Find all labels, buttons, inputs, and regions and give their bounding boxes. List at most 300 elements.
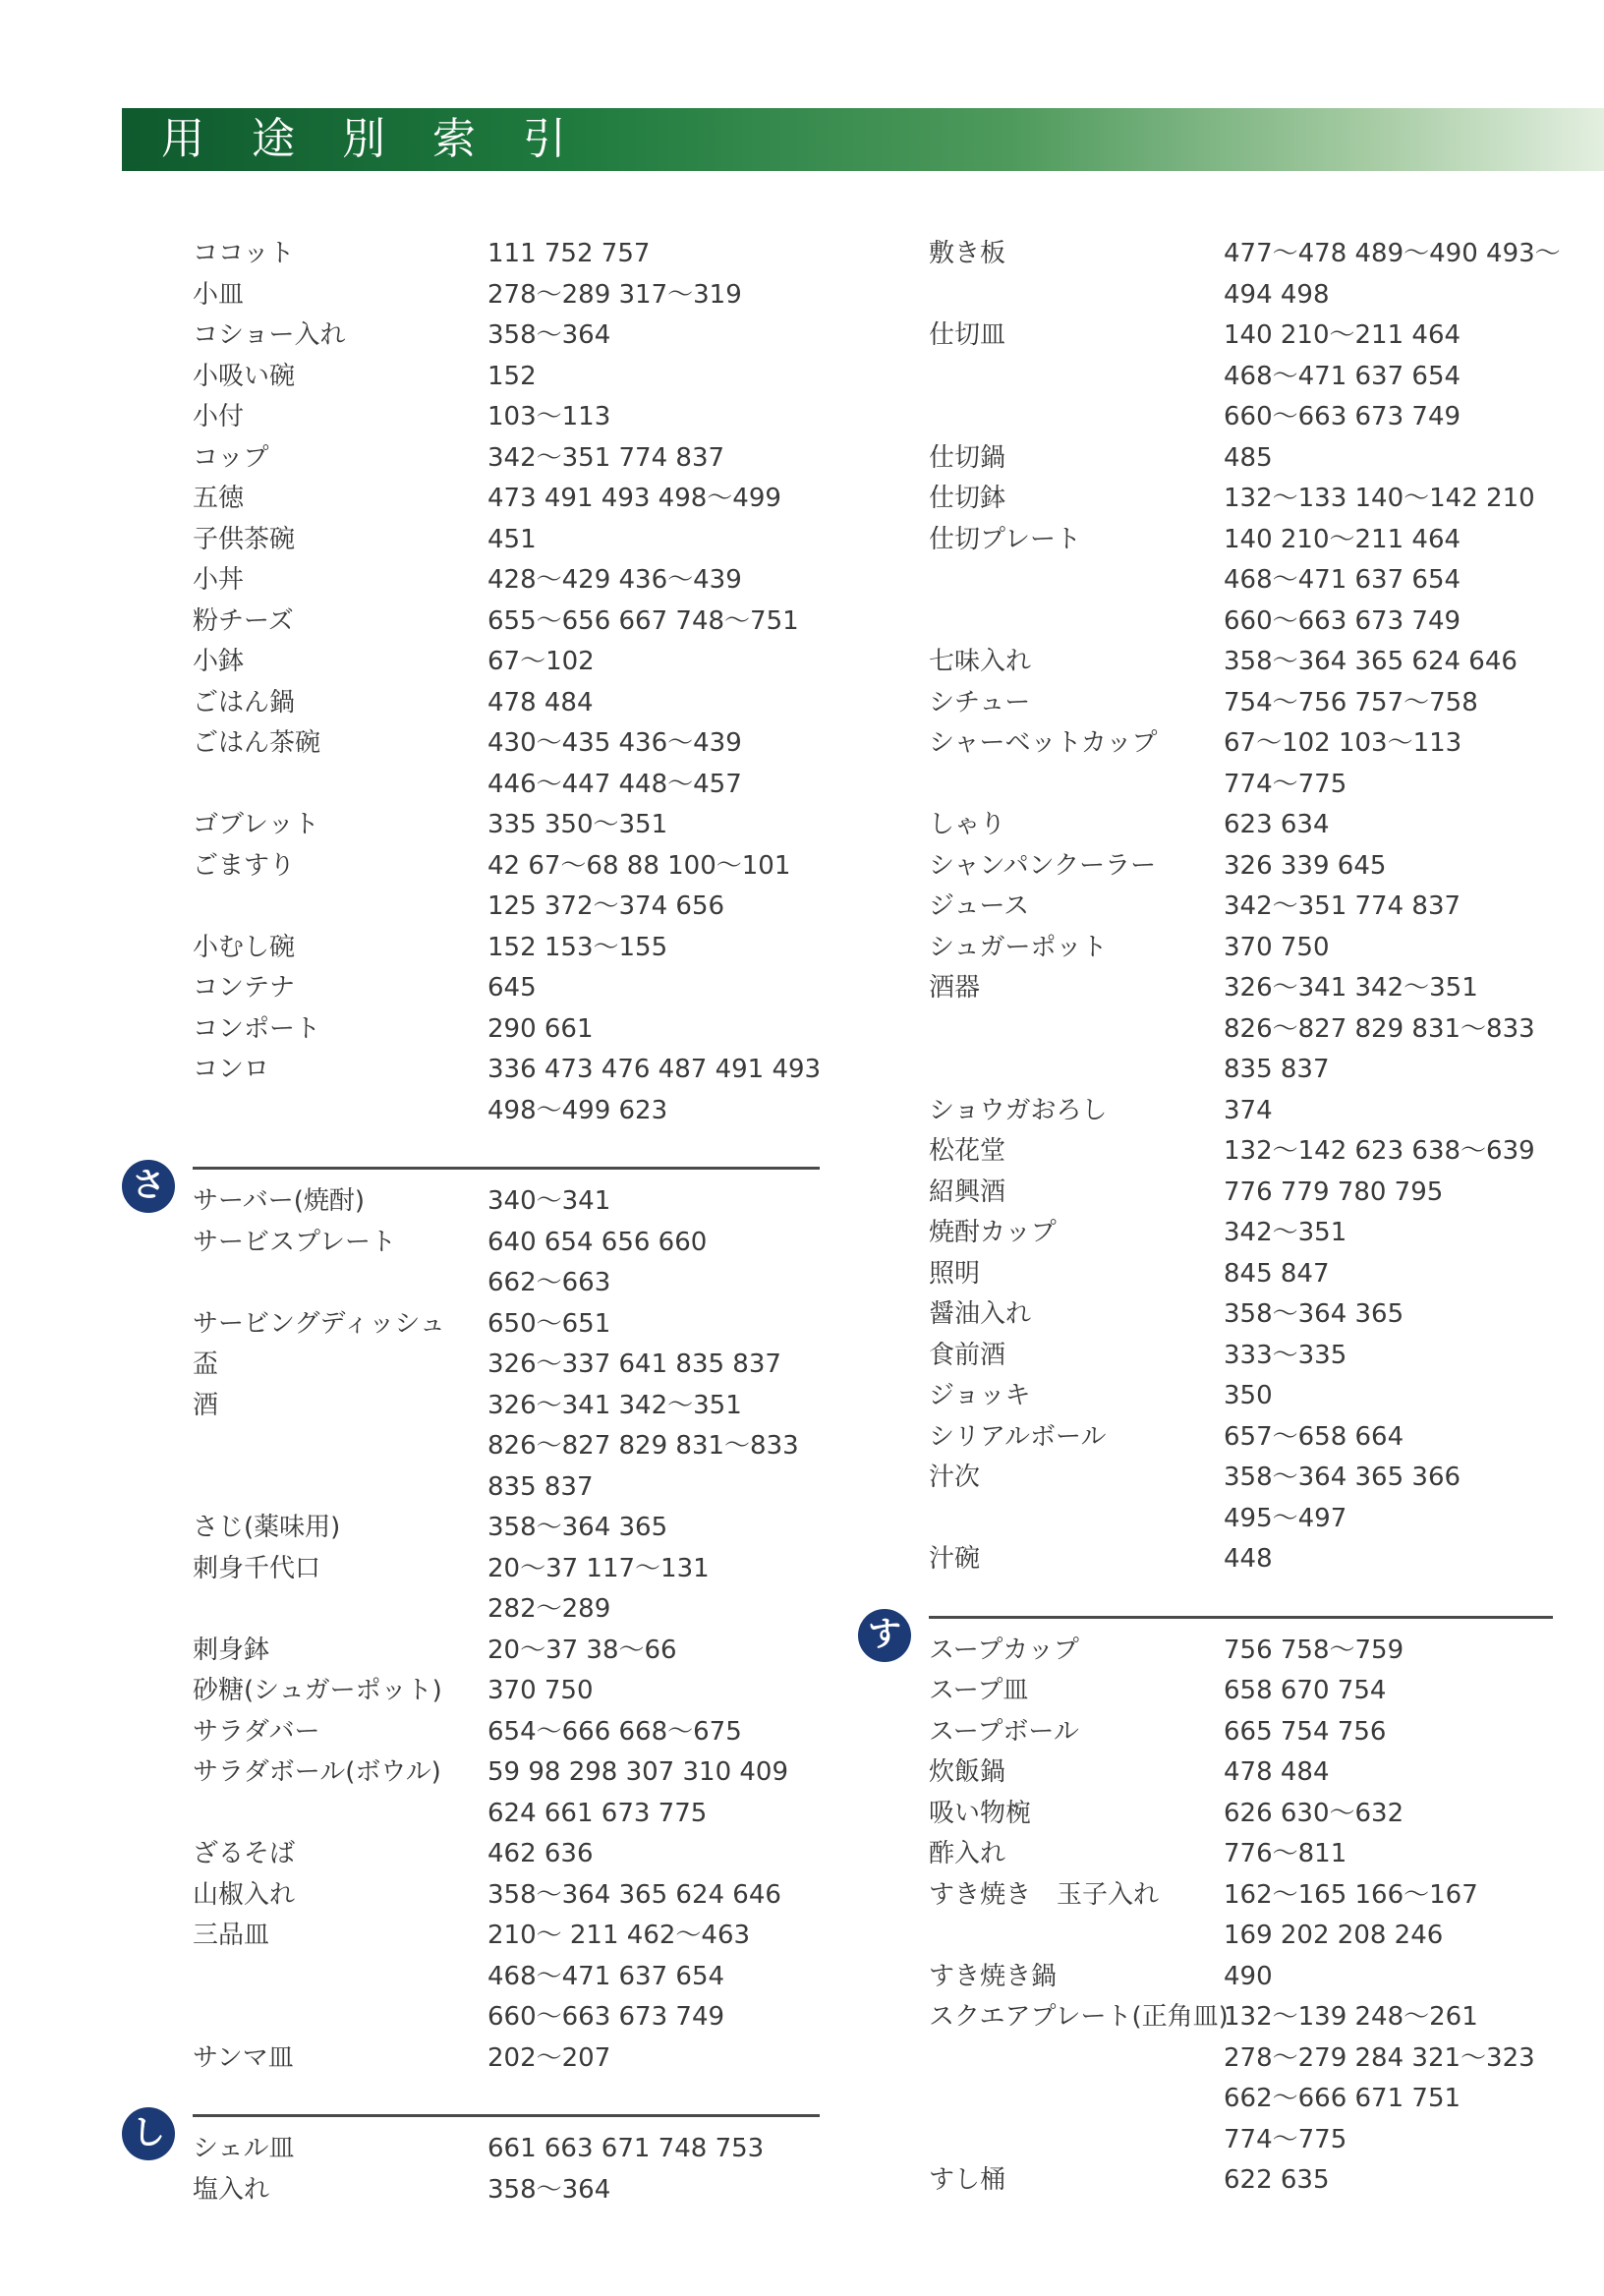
- index-entry: [929, 1091, 1604, 1132]
- index-term: 塩入れ: [193, 2174, 270, 2205]
- index-term: ざるそば: [193, 1839, 296, 1868]
- index-term: 汁次: [929, 1463, 981, 1492]
- index-term: ごはん鍋: [193, 687, 296, 718]
- index-term: 照明: [929, 1258, 981, 1289]
- index-term: 仕切鍋: [929, 442, 1006, 473]
- index-term: ココット: [193, 239, 295, 268]
- index-entry: [929, 1631, 1604, 1672]
- page-numbers-line: 623 634: [1224, 810, 1330, 839]
- index-pages: [1224, 2160, 1577, 2202]
- page-numbers-line: 125 372～374 656: [487, 891, 725, 921]
- index-entry: [193, 1916, 881, 2038]
- index-term: 吸い物椀: [929, 1798, 1032, 1828]
- page-numbers-line: 350: [1224, 1381, 1273, 1410]
- page-numbers-line: 845 847: [1224, 1258, 1330, 1289]
- index-entry: [193, 234, 881, 275]
- index-entry: [929, 1294, 1604, 1336]
- index-term: シリアルボール: [929, 1421, 1107, 1452]
- index-pages: [1224, 805, 1577, 846]
- index-entry: [193, 602, 881, 643]
- section-badge: さ: [122, 1160, 175, 1213]
- section-rule: [193, 2114, 820, 2117]
- index-pages: [487, 234, 841, 275]
- index-term: サンマ皿: [193, 2042, 294, 2073]
- index-pages: [487, 1304, 841, 1346]
- index-pages: [487, 683, 841, 724]
- index-pages: [487, 1631, 841, 1672]
- index-term: 三品皿: [193, 1921, 270, 1950]
- page-numbers-line: 340～341: [487, 1186, 611, 1216]
- page-numbers-line: 358～364: [487, 320, 611, 350]
- index-entry: [929, 316, 1604, 438]
- index-entry: [929, 1794, 1604, 1835]
- index-term: サラダボール(ボウル): [193, 1757, 441, 1787]
- index-entry: [929, 928, 1604, 969]
- index-pages: [1224, 479, 1577, 520]
- page-numbers-line: 358～364 365 366: [1224, 1463, 1461, 1492]
- page-numbers-line: 358～364 365: [487, 1513, 668, 1542]
- index-term: シャーベットカップ: [929, 728, 1158, 758]
- index-term: しゃり: [929, 810, 1006, 839]
- index-pages: [487, 2038, 841, 2080]
- page-numbers-line: 278～279 284 321～323: [1224, 2042, 1535, 2073]
- index-term: 子供茶碗: [193, 524, 296, 554]
- title-banner: [122, 108, 1604, 171]
- index-pages: [1224, 1336, 1577, 1377]
- index-pages: [1224, 520, 1577, 643]
- page-numbers-line: 59 98 298 307 310 409: [487, 1757, 788, 1787]
- page-numbers-line: 776～811: [1224, 1839, 1347, 1868]
- index-entry: [929, 1213, 1604, 1254]
- page-numbers-line: 428～429 436～439: [487, 565, 742, 595]
- page-numbers-line: 162～165 166～167: [1224, 1879, 1478, 1910]
- page-numbers-line: 622 635: [1224, 2165, 1330, 2195]
- page-numbers-line: 776 779 780 795: [1224, 1177, 1444, 1207]
- index-entry: [193, 805, 881, 846]
- index-pages: [1224, 968, 1577, 1091]
- index-term: コンテナ: [193, 973, 296, 1003]
- index-term: スープ皿: [929, 1676, 1029, 1705]
- index-term: 醤油入れ: [929, 1299, 1032, 1329]
- page-numbers-line: 342～351: [1224, 1218, 1347, 1247]
- page-numbers-line: 490: [1224, 1961, 1273, 1991]
- index-pages: [487, 1875, 841, 1917]
- index-entry: [193, 397, 881, 438]
- page-numbers-line: 326 339 645: [1224, 850, 1387, 881]
- index-pages: [1224, 1539, 1577, 1580]
- page-numbers-line: 468～471 637 654: [487, 1961, 725, 1991]
- index-pages: [487, 520, 841, 561]
- index-term: 小付: [193, 402, 245, 431]
- page-numbers-line: 495～497: [1224, 1503, 1347, 1533]
- index-pages: [1224, 1712, 1577, 1753]
- page-numbers-line: 326～341 342～351: [487, 1390, 742, 1420]
- index-term: コンロ: [193, 1055, 270, 1084]
- page-numbers-line: 358～364 365 624 646: [1224, 647, 1518, 676]
- index-pages: [1224, 1997, 1577, 2160]
- index-entry: [929, 1173, 1604, 1214]
- index-term: スクエアプレート(正角皿): [929, 2002, 1229, 2032]
- page-numbers-line: 640 654 656 660: [487, 1227, 708, 1257]
- index-term: 松花堂: [929, 1136, 1006, 1166]
- index-pages: [1224, 928, 1577, 969]
- index-term: ジュース: [929, 891, 1030, 921]
- index-entry: [193, 1181, 881, 1223]
- page-title: 用途別索引: [161, 114, 613, 164]
- page-numbers-line: 111 752 757: [487, 239, 651, 268]
- index-entry: [193, 1009, 881, 1051]
- index-term: 焼酎カップ: [929, 1218, 1057, 1247]
- page-numbers-line: 103～113: [487, 402, 611, 431]
- index-entry: [929, 1875, 1604, 1957]
- index-entry: [929, 887, 1604, 928]
- index-term: ごはん茶碗: [193, 728, 321, 758]
- index-term: すき焼き 玉子入れ: [929, 1879, 1160, 1910]
- index-entry: [193, 1304, 881, 1346]
- page-numbers-line: 326～337 641 835 837: [487, 1349, 781, 1379]
- index-term: ごますり: [193, 850, 296, 881]
- index-entry: [193, 1834, 881, 1875]
- index-entry: [193, 560, 881, 602]
- index-entry: [929, 479, 1604, 520]
- index-term: すし桶: [929, 2165, 1006, 2195]
- index-term: サービングディッシュ: [193, 1308, 445, 1339]
- page-numbers-line: 342～351 774 837: [487, 442, 725, 473]
- page-numbers-line: 498～499 623: [487, 1095, 668, 1125]
- index-term: サラダバー: [193, 1716, 320, 1747]
- index-pages: [1224, 234, 1577, 316]
- index-entry: [193, 275, 881, 316]
- page-numbers-line: 826～827 829 831～833: [487, 1431, 799, 1461]
- index-term: さじ(薬味用): [193, 1513, 341, 1542]
- index-term: シェル皿: [193, 2134, 295, 2163]
- index-entry: [193, 928, 881, 969]
- index-entry: [193, 316, 881, 357]
- section-rule: [193, 1167, 820, 1170]
- page-numbers-line: 335 350～351: [487, 810, 668, 839]
- index-pages: [487, 1916, 841, 2038]
- index-term: 酒: [193, 1390, 219, 1420]
- page-numbers-line: 140 210～211 464: [1224, 320, 1461, 350]
- index-entry: [193, 1631, 881, 1672]
- index-entry: [193, 846, 881, 928]
- page-numbers-line: 140 210～211 464: [1224, 524, 1461, 554]
- page-numbers-line: 660～663 673 749: [1224, 402, 1461, 431]
- index-term: 七味入れ: [929, 647, 1032, 676]
- index-entry: [929, 520, 1604, 643]
- index-pages: [487, 1181, 841, 1223]
- index-entry: [929, 1336, 1604, 1377]
- index-term: 五徳: [193, 484, 245, 513]
- index-pages: [1224, 846, 1577, 888]
- index-term: 紹興酒: [929, 1177, 1006, 1207]
- page-numbers-line: 774～775: [1224, 2124, 1347, 2154]
- index-entry: [193, 723, 881, 805]
- index-term: コップ: [193, 442, 269, 473]
- index-entry: [929, 1458, 1604, 1539]
- index-entry: [193, 2038, 881, 2080]
- index-pages: [1224, 1213, 1577, 1254]
- index-entry: [193, 642, 881, 683]
- index-entry: [193, 1345, 881, 1386]
- index-term: コショー入れ: [193, 320, 346, 350]
- page-numbers-line: 336 473 476 487 491 493: [487, 1055, 822, 1084]
- index-pages: [1224, 1957, 1577, 1998]
- index-pages: [1224, 1376, 1577, 1417]
- index-term: 敷き板: [929, 239, 1006, 268]
- page-numbers-line: 478 484: [487, 687, 594, 718]
- page-numbers-line: 169 202 208 246: [1224, 1921, 1444, 1950]
- index-term: 砂糖(シュガーポット): [193, 1676, 442, 1705]
- page-numbers-line: 20～37 117～131: [487, 1553, 710, 1583]
- index-entry: [193, 683, 881, 724]
- index-pages: [487, 275, 841, 316]
- page-numbers-line: 477～478 489～490 493～: [1224, 239, 1561, 268]
- page-numbers-line: 754～756 757～758: [1224, 687, 1478, 718]
- page-numbers-line: 462 636: [487, 1839, 594, 1868]
- index-term: 汁碗: [929, 1544, 981, 1574]
- page-numbers-line: 662～666 671 751: [1224, 2084, 1461, 2113]
- page-numbers-line: 333～335: [1224, 1340, 1347, 1370]
- section-rule: [929, 1616, 1553, 1619]
- page-numbers-line: 370 750: [487, 1676, 594, 1705]
- index-entry: [193, 2170, 881, 2211]
- index-entry: [929, 1539, 1604, 1580]
- page-numbers-line: 132～142 623 638～639: [1224, 1136, 1535, 1166]
- index-term: コンポート: [193, 1013, 321, 1044]
- page-numbers-line: 374: [1224, 1095, 1273, 1125]
- page-numbers-line: 42 67～68 88 100～101: [487, 850, 791, 881]
- page-numbers-line: 282～289: [487, 1594, 611, 1624]
- page-numbers-line: 358～364: [487, 2174, 611, 2205]
- index-term: 炊飯鍋: [929, 1757, 1006, 1787]
- page-numbers-line: 326～341 342～351: [1224, 973, 1478, 1003]
- page-numbers-line: 152: [487, 361, 537, 391]
- page-numbers-line: 451: [487, 524, 537, 554]
- index-pages: [487, 1386, 841, 1509]
- index-pages: [487, 968, 841, 1009]
- index-pages: [487, 1009, 841, 1051]
- index-pages: [487, 357, 841, 398]
- index-pages: [1224, 1131, 1577, 1173]
- index-term: サービスプレート: [193, 1227, 396, 1257]
- index-pages: [487, 928, 841, 969]
- index-pages: [1224, 887, 1577, 928]
- index-entry: [193, 479, 881, 520]
- index-entry: [929, 1957, 1604, 1998]
- page-numbers-line: 662～663: [487, 1268, 611, 1297]
- page-numbers-line: 370 750: [1224, 932, 1330, 962]
- index-pages: [487, 1549, 841, 1631]
- page-numbers-line: 446～447 448～457: [487, 769, 742, 799]
- index-entry: [929, 2160, 1604, 2202]
- index-term: 刺身千代口: [193, 1553, 321, 1583]
- page-numbers-line: 430～435 436～439: [487, 728, 742, 758]
- index-term: ショウガおろし: [929, 1095, 1108, 1125]
- page-numbers-line: 494 498: [1224, 279, 1330, 310]
- index-pages: [487, 1712, 841, 1753]
- index-pages: [487, 2129, 841, 2170]
- index-entry: [929, 1376, 1604, 1417]
- page-numbers-line: 132～139 248～261: [1224, 2002, 1478, 2032]
- index-pages: [487, 1508, 841, 1549]
- index-pages: [1224, 1091, 1577, 1132]
- page-numbers-line: 655～656 667 748～751: [487, 605, 799, 636]
- page-numbers-line: 774～775: [1224, 769, 1347, 799]
- index-pages: [1224, 438, 1577, 480]
- page-numbers-line: 342～351 774 837: [1224, 891, 1461, 921]
- index-term: スープカップ: [929, 1635, 1079, 1665]
- index-entry: [929, 1834, 1604, 1875]
- index-term: 小鉢: [193, 647, 245, 676]
- index-term: 山椒入れ: [193, 1879, 296, 1910]
- index-term: ゴブレット: [193, 810, 319, 839]
- page-numbers-line: 468～471 637 654: [1224, 565, 1461, 595]
- page-numbers-line: 67～102 103～113: [1224, 728, 1462, 758]
- index-entry: [929, 1752, 1604, 1794]
- index-term: 小吸い碗: [193, 361, 296, 391]
- index-column-right: [868, 234, 1604, 2202]
- index-entry: [193, 438, 881, 480]
- page-numbers-line: 210～ 211 462～463: [487, 1921, 751, 1950]
- page-numbers-line: 358～364 365: [1224, 1299, 1404, 1329]
- index-pages: [1224, 1671, 1577, 1712]
- page-numbers-line: 645: [487, 973, 537, 1003]
- page-numbers-line: 152 153～155: [487, 932, 668, 962]
- index-entry: [929, 1671, 1604, 1712]
- page-numbers-line: 290 661: [487, 1013, 594, 1044]
- index-term: スープボール: [929, 1716, 1079, 1747]
- index-term: すき焼き鍋: [929, 1961, 1058, 1991]
- index-entry: [193, 1549, 881, 1631]
- page-numbers-line: 468～471 637 654: [1224, 361, 1461, 391]
- page-numbers-line: 478 484: [1224, 1757, 1330, 1787]
- index-term: 仕切鉢: [929, 484, 1006, 513]
- index-entry: [929, 1997, 1604, 2160]
- index-pages: [487, 602, 841, 643]
- index-pages: [1224, 1875, 1577, 1957]
- page-numbers-line: 358～364 365 624 646: [487, 1879, 781, 1910]
- page-numbers-line: 20～37 38～66: [487, 1635, 677, 1665]
- index-entry: [929, 805, 1604, 846]
- index-term: 食前酒: [929, 1340, 1006, 1370]
- page-numbers-line: 473 491 493 498～499: [487, 484, 781, 513]
- index-entry: [929, 1417, 1604, 1459]
- index-pages: [487, 1671, 841, 1712]
- page-numbers-line: 654～666 668～675: [487, 1716, 742, 1747]
- index-pages: [1224, 1254, 1577, 1295]
- index-term: 仕切プレート: [929, 524, 1081, 554]
- index-pages: [487, 1050, 841, 1131]
- index-pages: [487, 1345, 841, 1386]
- index-term: シュガーポット: [929, 932, 1108, 962]
- index-pages: [1224, 1458, 1577, 1539]
- index-entry: [193, 1671, 881, 1712]
- page-numbers-line: 624 661 673 775: [487, 1798, 708, 1828]
- index-pages: [1224, 1294, 1577, 1336]
- index-entry: [929, 234, 1604, 316]
- index-column-left: [132, 234, 881, 2210]
- page-numbers-line: 626 630～632: [1224, 1798, 1404, 1828]
- index-entry: [193, 1875, 881, 1917]
- index-term: 粉チーズ: [193, 605, 294, 636]
- index-pages: [487, 479, 841, 520]
- index-pages: [1224, 1417, 1577, 1459]
- index-pages: [487, 642, 841, 683]
- index-term: 仕切皿: [929, 320, 1006, 350]
- page-numbers-line: 132～133 140～142 210: [1224, 484, 1535, 513]
- page-numbers-line: 835 837: [1224, 1055, 1330, 1084]
- index-entry: [929, 723, 1604, 805]
- index-pages: [487, 1223, 841, 1304]
- index-entry: [929, 642, 1604, 683]
- index-entry: [193, 1712, 881, 1753]
- index-term: 酒器: [929, 973, 981, 1003]
- page-numbers-line: 202～207: [487, 2042, 611, 2073]
- index-entry: [193, 1508, 881, 1549]
- index-entry: [193, 1752, 881, 1834]
- index-entry: [193, 1386, 881, 1509]
- index-term: 小丼: [193, 565, 245, 595]
- index-term: 盃: [193, 1349, 219, 1379]
- index-pages: [487, 1834, 841, 1875]
- page-numbers-line: 650～651: [487, 1308, 611, 1339]
- index-pages: [487, 1752, 841, 1834]
- index-pages: [487, 2170, 841, 2211]
- index-pages: [1224, 1834, 1577, 1875]
- index-pages: [1224, 642, 1577, 683]
- page-numbers-line: 658 670 754: [1224, 1676, 1387, 1705]
- page-numbers-line: 278～289 317～319: [487, 279, 742, 310]
- index-term: ジョッキ: [929, 1381, 1031, 1410]
- page-numbers-line: 448: [1224, 1544, 1273, 1574]
- index-pages: [487, 805, 841, 846]
- page-numbers-line: 660～663 673 749: [1224, 605, 1461, 636]
- index-term: 小皿: [193, 279, 245, 310]
- page-numbers-line: 661 663 671 748 753: [487, 2134, 765, 2163]
- index-term: シチュー: [929, 687, 1031, 718]
- index-term: 刺身鉢: [193, 1635, 270, 1665]
- section-badge: す: [858, 1609, 911, 1662]
- index-pages: [1224, 683, 1577, 724]
- page-numbers-line: 485: [1224, 442, 1273, 473]
- index-entry: [929, 846, 1604, 888]
- index-entry: [929, 438, 1604, 480]
- index-entry: [193, 2129, 881, 2170]
- index-entry: [193, 1050, 881, 1131]
- index-pages: [1224, 723, 1577, 805]
- index-entry: [193, 357, 881, 398]
- page-numbers-line: 756 758～759: [1224, 1635, 1404, 1665]
- index-entry: [193, 968, 881, 1009]
- index-entry: [929, 968, 1604, 1091]
- page-numbers-line: 665 754 756: [1224, 1716, 1387, 1747]
- index-pages: [487, 560, 841, 602]
- index-entry: [929, 1712, 1604, 1753]
- index-pages: [1224, 316, 1577, 438]
- index-pages: [1224, 1794, 1577, 1835]
- index-entry: [929, 1131, 1604, 1173]
- index-pages: [487, 723, 841, 805]
- index-entry: [193, 1223, 881, 1304]
- page-numbers-line: 67～102: [487, 647, 595, 676]
- index-term: シャンパンクーラー: [929, 850, 1157, 881]
- index-entry: [929, 683, 1604, 724]
- index-entry: [193, 520, 881, 561]
- section-badge: し: [122, 2107, 175, 2160]
- index-pages: [487, 397, 841, 438]
- page-numbers-line: 660～663 673 749: [487, 2002, 725, 2032]
